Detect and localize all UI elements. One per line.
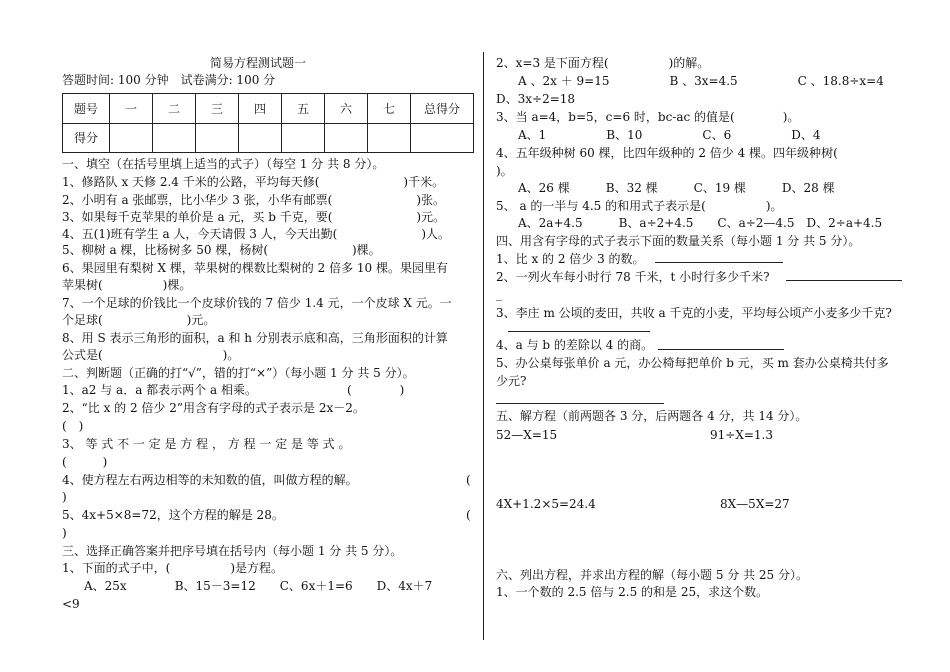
score-header-cell: 六 — [325, 94, 368, 124]
question-line: 3、 等 式 不 一 定 是 方 程 ， 方 程 一 定 是 等 式 。 — [62, 437, 351, 451]
section-3-heading: 三、选择正确答案并把序号填在括号内（每小题 1 分 共 5 分）。 — [62, 544, 403, 558]
score-cell[interactable] — [239, 123, 282, 153]
answer-paren[interactable]: ( — [466, 508, 471, 522]
question-line: 2、“比 x 的 2 倍少 2”用含有字母的式子表示是 2x－2。 — [62, 401, 365, 415]
score-row-label: 得分 — [63, 123, 110, 153]
score-cell[interactable] — [325, 123, 368, 153]
score-cell[interactable] — [153, 123, 196, 153]
choice-line: A 、2x ＋ 9=15 B 、3x=4.5 C 、18.8÷x=4 — [518, 74, 884, 88]
choice-line: D、3x÷2=18 — [496, 92, 576, 106]
score-table-header-row — [63, 94, 474, 124]
question-line: 5、柳树 a 棵，比杨树多 50 棵，杨树( )棵。 — [62, 243, 381, 257]
question-line: 少元? — [496, 374, 527, 388]
score-header-cell: 五 — [282, 94, 325, 124]
equation: 8X—5X=27 — [720, 497, 790, 511]
question-line: 2、小明有 a 张邮票，比小华少 3 张，小华有邮票( )张。 — [62, 193, 446, 207]
question-line: 1、下面的式子中，( )是方程。 — [62, 561, 283, 575]
section-5-heading: 五、解方程（前两题各 3 分，后两题各 4 分，共 14 分）。 — [496, 409, 808, 423]
question-line: _ — [496, 287, 502, 301]
question-line: 1、a2 与 a．a 都表示两个 a 相乘。 ( ) — [62, 383, 405, 397]
section-2-heading: 二、判断题（正确的打“√”，错的打“×”）（每小题 1 分 共 5 分）。 — [62, 366, 415, 380]
answer-line[interactable] — [786, 280, 902, 281]
answer-paren[interactable]: ) — [62, 490, 67, 504]
question-line: 4、五年级种树 60 棵，比四年级种的 2 倍少 4 棵。四年级种树( — [496, 146, 838, 160]
equation: 4X+1.2×5=24.4 — [496, 497, 596, 511]
answer-paren[interactable]: ( — [466, 473, 471, 487]
question-line: 5、 a 的一半与 4.5 的和用式子表示是( )。 — [496, 199, 783, 213]
choice-line: A、2a+4.5 B、a÷2+4.5 C、a÷2—4.5 D、2÷a+4.5 — [518, 216, 883, 230]
section-1-heading: 一、填空（在括号里填上适当的式子）（每空 1 分 共 8 分）。 — [62, 157, 385, 171]
question-line: 8、用 S 表示三角形的面积，a 和 h 分别表示底和高，三角形面积的计算 — [62, 331, 448, 345]
section-4-heading: 四、用含有字母的式子表示下面的数量关系（每小题 1 分 共 5 分）。 — [496, 234, 861, 248]
question-line: 4、a 与 b 的差除以 4 的商。 — [496, 338, 654, 352]
page-title: 简易方程测试题一 — [210, 56, 307, 70]
exam-header-info: 答题时间: 100 分钟 试卷满分: 100 分 — [62, 73, 276, 87]
question-line: 7、一个足球的价钱比一个皮球价钱的 7 倍少 1.4 元，一个皮球 X 元。一 — [62, 296, 452, 310]
score-cell[interactable] — [196, 123, 239, 153]
question-line: )。 — [496, 164, 513, 178]
question-line: 公式是( )。 — [62, 348, 240, 362]
question-line: 5、办公桌每张单价 a 元，办公椅每把单价 b 元，买 m 套办公桌椅共付多 — [496, 356, 889, 370]
score-cell[interactable] — [411, 123, 474, 153]
question-line: 3、李庄 m 公顷的麦田，共收 a 千克的小麦，平均每公顷产小麦多少千克? — [496, 306, 892, 320]
column-divider — [483, 52, 484, 640]
score-header-cell: 四 — [239, 94, 282, 124]
answer-line[interactable] — [658, 349, 784, 350]
score-header-cell: 三 — [196, 94, 239, 124]
score-table-score-row — [63, 123, 474, 153]
question-line: 1、一个数的 2.5 倍与 2.5 的和是 25，求这个数。 — [496, 585, 769, 599]
choice-line: A、26 棵 B、32 棵 C、19 棵 D、28 棵 — [518, 181, 835, 195]
score-header-cell: 一 — [110, 94, 153, 124]
equation: 91÷X=1.3 — [710, 428, 774, 442]
score-header-cell: 二 — [153, 94, 196, 124]
question-line: 个足球( )元。 — [62, 313, 216, 327]
equation: 52—X=15 — [496, 428, 558, 442]
question-line: 4、使方程左右两边相等的未知数的值，叫做方程的解。 — [62, 473, 358, 487]
answer-line[interactable] — [655, 262, 783, 263]
answer-paren[interactable]: ( ) — [62, 419, 84, 433]
question-line: 1、修路队 x 天修 2.4 千米的公路，平均每天修( )千米。 — [62, 175, 445, 189]
question-line: 3、如果每千克苹果的单价是 a 元，买 b 千克，要( )元。 — [62, 210, 446, 224]
question-line: 2、一列火车每小时行 78 千米，t 小时行多少千米? — [496, 270, 770, 284]
section-6-heading: 六、列出方程，并求出方程的解（每小题 5 分 共 25 分）。 — [496, 568, 808, 582]
question-line: 2、x=3 是下面方程( )的解。 — [496, 56, 710, 70]
answer-line[interactable] — [496, 403, 664, 404]
score-header-cell: 总得分 — [411, 94, 474, 124]
choice-line: <9 — [62, 597, 80, 611]
question-line: 3、当 a=4，b=5，c=6 时，bc-ac 的值是( )。 — [496, 110, 800, 124]
question-line: 5、4x+5×8=72，这个方程的解是 28。 — [62, 508, 284, 522]
score-header-cell: 题号 — [63, 94, 110, 124]
question-line: 6、果园里有梨树 X 棵，苹果树的棵数比梨树的 2 倍多 10 棵。果园里有 — [62, 261, 448, 275]
score-cell[interactable] — [368, 123, 411, 153]
score-cell[interactable] — [282, 123, 325, 153]
question-line: 4、五(1)班有学生 a 人，今天请假 3 人，今天出勤( )人。 — [62, 227, 451, 241]
score-table — [62, 93, 474, 153]
answer-paren[interactable]: ) — [62, 526, 67, 540]
answer-paren[interactable]: ( ) — [62, 455, 108, 469]
question-line: 苹果树( )棵。 — [62, 278, 192, 292]
question-line: 1、比 x 的 2 倍少 3 的数。 — [496, 252, 645, 266]
score-cell[interactable] — [110, 123, 153, 153]
score-header-cell: 七 — [368, 94, 411, 124]
choice-line: A、1 B、10 C、6 D、4 — [518, 128, 821, 142]
answer-line[interactable] — [508, 331, 650, 332]
choice-line: A、25x B、15－3=12 C、6x＋1=6 D、4x＋7 — [84, 579, 433, 593]
